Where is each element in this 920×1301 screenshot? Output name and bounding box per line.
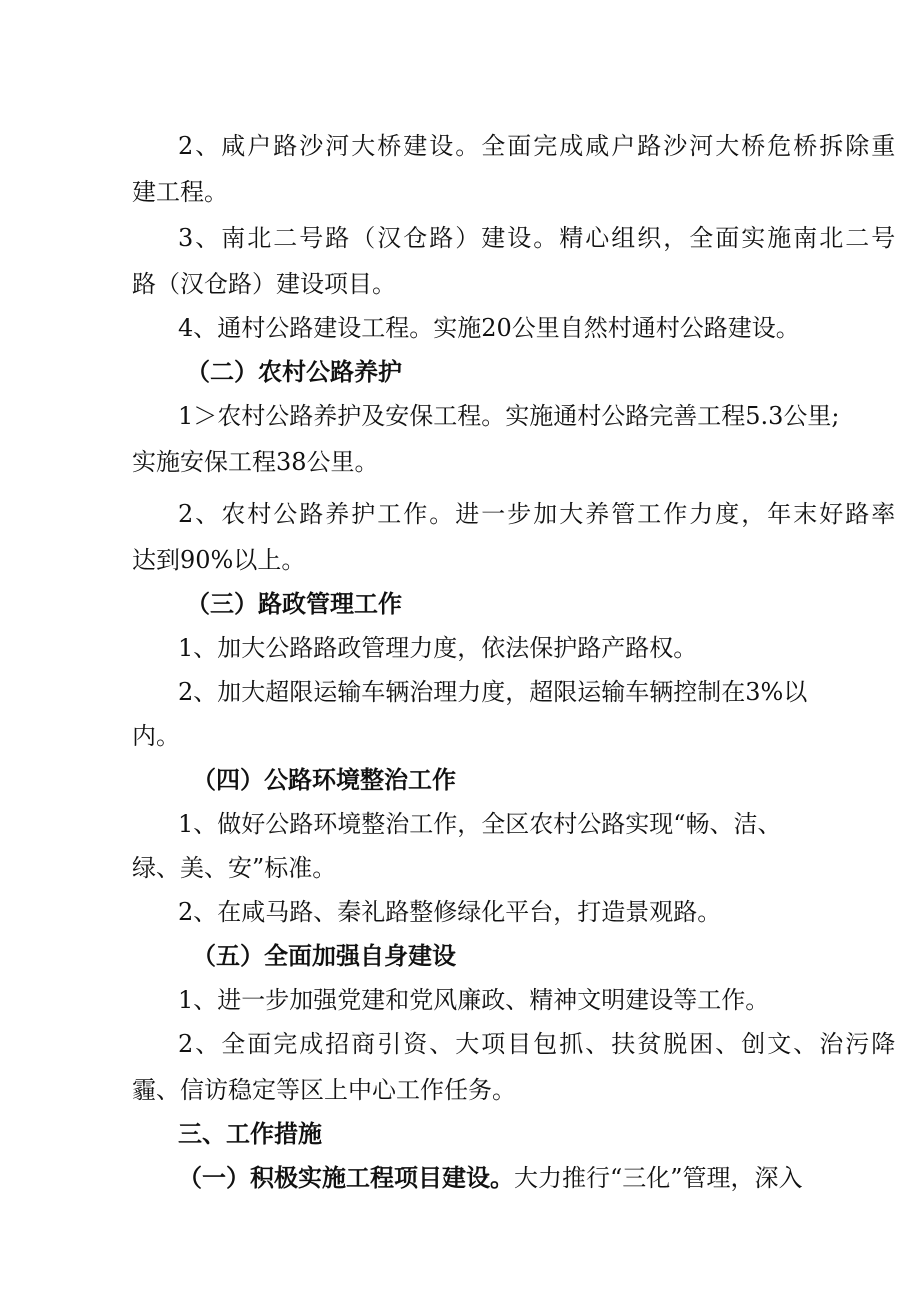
chapter-heading: 三、工作措施 [178,1119,322,1148]
paragraph-line: 内。 [132,722,180,750]
paragraph-line: 2、农村公路养护工作。进一步加大养管工作力度，年末好路率 [178,500,898,528]
paragraph-line: 4、通村公路建设工程。实施20公里自然村通村公路建设。 [178,314,800,342]
paragraph-line: 2、在咸马路、秦礼路整修绿化平台，打造景观路。 [178,898,722,926]
section-heading: （五）全面加强自身建设 [192,941,456,970]
paragraph-line [178,1162,803,1194]
paragraph-line: 1＞农村公路养护及安保工程。实施通村公路完善工程5.3公里; [178,402,840,430]
paragraph-line: 3、南北二号路（汉仓路）建设。精心组织，全面实施南北二号 [178,224,898,252]
paragraph-line: 建工程。 [132,178,228,206]
paragraph-line: 1、加大公路路政管理力度，依法保护路产路权。 [178,634,698,662]
paragraph-line: 1、做好公路环境整治工作，全区农村公路实现“畅、洁、 [178,810,782,838]
inline-heading: （一）积极实施工程项目建设。 [178,1163,514,1192]
paragraph-line: 达到90%以上。 [132,546,306,574]
paragraph-line: 2、咸户路沙河大桥建设。全面完成咸户路沙河大桥危桥拆除重 [178,132,898,160]
section-heading: （二）农村公路养护 [186,357,402,386]
paragraph-line: 1、进一步加强党建和党风廉政、精神文明建设等工作。 [178,986,770,1014]
paragraph-line: 霾、信访稳定等区上中心工作任务。 [132,1076,516,1104]
paragraph-line: 实施安保工程38公里。 [132,448,379,476]
section-heading: （三）路政管理工作 [186,589,402,618]
paragraph-line: 2、全面完成招商引资、大项目包抓、扶贫脱困、创文、治污降 [178,1030,898,1058]
paragraph-text: 大力推行“三化”管理，深入 [514,1164,803,1192]
paragraph-line: 绿、美、安”标准。 [132,854,337,882]
section-heading: （四）公路环境整治工作 [192,765,456,794]
paragraph-line: 2、加大超限运输车辆治理力度，超限运输车辆控制在3%以 [178,678,808,706]
paragraph-line: 路（汉仓路）建设项目。 [132,270,396,298]
